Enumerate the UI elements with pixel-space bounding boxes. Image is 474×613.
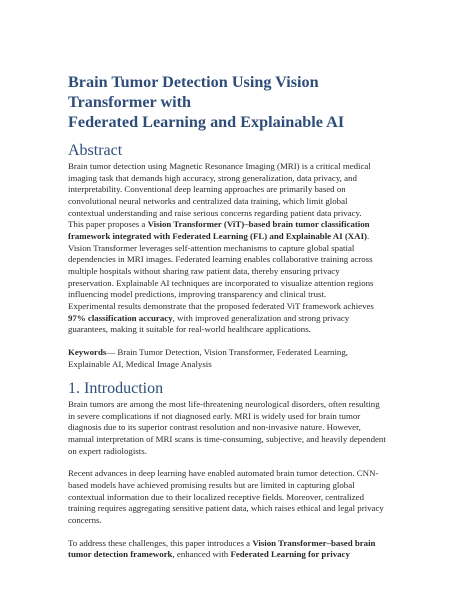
keywords-paragraph [68,347,408,370]
text-line [68,301,408,313]
text-line [68,173,408,185]
text-run: contextual information due to their localized receptive fields. Moreover, centralized [68,491,365,502]
text-line [68,399,408,411]
text-line [68,538,408,550]
introduction-paragraph [68,399,408,457]
text-run: multiple hospitals without sharing raw patient data, thereby ensuring privacy [68,265,340,276]
text-line [68,468,408,480]
text-run: . [366,230,370,241]
text-line [68,243,408,255]
bold-text: Keywords [68,346,107,357]
introduction-body [68,399,408,561]
text-line [68,289,408,301]
text-run: — Brain Tumor Detection, Vision Transformer, Federated Learning, [106,346,348,357]
text-run: manual interpretation of MRI scans is time-consuming, subjective, and heavily dependent [68,434,386,445]
bold-text: Federated Learning for privacy [230,549,350,560]
text-line [68,231,408,243]
text-line [68,515,408,527]
introduction-heading: 1. Introduction [68,380,164,398]
paper-page [68,72,408,561]
text-line [68,347,408,359]
text-run: Recent advances in deep learning have enabled automated brain tumor detection. CNN- [68,468,379,479]
bold-text: framework integrated with Federated Learning (FL) and Explainable AI (XAI) [68,230,367,241]
text-run: Explainable AI, Medical Image Analysis [68,358,212,369]
text-line [68,492,408,504]
text-run: training requires aggregating sensitive patient data, which raises ethical and legal privacy [68,503,384,514]
text-run: convolutional neural networks and centralized data training, which limit global [68,195,348,206]
text-run: Brain tumors are among the most life-threatening neurological disorders, often resulting [68,399,380,410]
text-line [68,161,408,173]
text-line [68,184,408,196]
text-line [68,278,408,290]
text-run: concerns. [68,515,102,526]
abstract-paragraph [68,161,408,336]
text-run: Brain tumor detection using Magnetic Resonance Imaging (MRI) is a critical medical [68,161,371,171]
paper-title [68,72,408,132]
text-run: based models have achieved promising results but are limited in capturing global [68,480,355,491]
text-line [68,219,408,231]
text-line [68,480,408,492]
text-run: This paper proposes a [68,219,148,230]
introduction-paragraph [68,468,408,526]
text-line [68,422,408,434]
text-run: , with improved generalization and strong privacy [172,312,350,323]
text-run: interpretability. Conventional deep learning approaches are primarily based on [68,184,346,195]
text-line [68,196,408,208]
bold-text: Vision Transformer (ViT)–based brain tumor classification [147,219,370,230]
title-line: Federated Learning and Explainable AI [68,113,345,131]
text-run: imaging task that demands high accuracy, strong generalization, data privacy, and [68,172,357,183]
text-run: guarantees, making it suitable for real-world healthcare applications. [68,324,311,335]
text-line [68,503,408,515]
text-line [68,434,408,446]
text-run: in severe complications if not diagnosed early. MRI is widely used for brain tumor [68,410,361,421]
introduction-paragraph [68,538,408,561]
text-run: , enhanced with [172,549,231,560]
text-run: diagnosis due to its superior contrast resolution and non-invasive nature. However, [68,422,361,433]
text-run: To address these challenges, this paper introduces a [68,537,253,548]
text-line [68,266,408,278]
text-line [68,359,408,371]
text-line [68,446,408,458]
title-line: Brain Tumor Detection Using Vision Transformer with [68,73,319,111]
text-line [68,324,408,336]
text-line [68,313,408,325]
text-run: Experimental results demonstrate that the proposed federated ViT framework achieves [68,300,374,311]
text-line [68,254,408,266]
bold-text: Vision Transformer–based brain [252,537,376,548]
abstract-heading: Abstract [68,142,123,159]
text-line [68,208,408,220]
text-run: influencing model predictions, improving transparency and clinical trust. [68,289,327,300]
bold-text: 97% classification accuracy [68,312,173,323]
bold-text: tumor detection framework [68,549,173,560]
text-run: on expert radiologists. [68,445,147,456]
text-line [68,411,408,423]
text-run: dependencies in MRI images. Federated learning enables collaborative training across [68,254,373,265]
text-run: preservation. Explainable AI techniques are incorporated to visualize attention regions [68,277,374,288]
text-run: Vision Transformer leverages self-attention mechanisms to capture global spatial [68,242,355,253]
text-line [68,549,408,561]
text-run: contextual understanding and raise serious concerns regarding patient data privacy. [68,207,362,218]
